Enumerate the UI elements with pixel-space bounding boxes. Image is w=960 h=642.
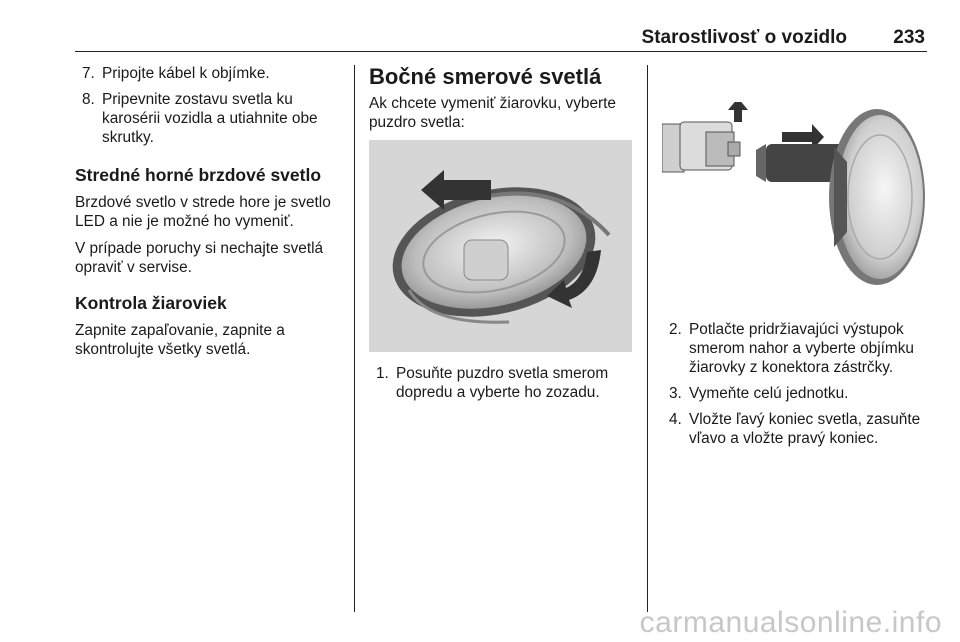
bulb-socket-drawing	[662, 102, 930, 298]
step-2	[662, 320, 930, 377]
step-7	[75, 64, 345, 83]
step-text: Posuňte puzdro svetla smerom dopredu a vyberte ho zozadu.	[396, 365, 609, 401]
column-divider-2	[647, 65, 648, 612]
paragraph: Brzdové svetlo v strede hore je svetlo LED a nie je možné ho vymeniť.	[75, 194, 331, 230]
heading-brake-light: Stredné horné brzdové svetlo	[75, 165, 322, 185]
illustration-bulb-socket	[662, 102, 930, 298]
step-number: 4.	[669, 411, 682, 428]
step-4	[662, 410, 930, 448]
step-number: 8.	[82, 91, 95, 108]
header-rule	[75, 51, 927, 52]
step-3	[662, 384, 930, 403]
step-text: Pripojte kábel k objímke.	[102, 65, 270, 82]
step-text: Pripevnite zostavu svetla ku karosérii vozidla a utiahnite obe skrutky.	[102, 91, 318, 146]
page-number: 233	[893, 27, 925, 48]
section-title: Starostlivosť o vozidlo	[641, 27, 847, 48]
step-1	[369, 364, 637, 402]
watermark: carmanualsonline.info	[639, 606, 942, 639]
step-text: Vložte ľavý koniec svetla, zasuňte vľavo a vložte pravý koniec.	[689, 411, 921, 447]
step-number: 1.	[376, 365, 389, 382]
step-text: Potlačte pridržiavajúci výstupok smerom nahor a vyberte objímku žiarovky z konektora zástrčky.	[689, 321, 914, 376]
intro-paragraph: Ak chcete vymeniť žiarovku, vyberte puzdro svetla:	[369, 95, 616, 131]
step-number: 3.	[669, 385, 682, 402]
column-1	[75, 64, 345, 367]
heading-side-indicators: Bočné smerové svetlá	[369, 64, 602, 89]
paragraph: Zapnite zapaľovanie, zapnite a skontrolujte všetky svetlá.	[75, 322, 285, 358]
step-8	[75, 90, 345, 147]
page-header	[75, 27, 927, 51]
step-number: 2.	[669, 321, 682, 338]
illustration-light-housing	[369, 140, 632, 352]
paragraph: V prípade poruchy si nechajte svetlá opraviť v servise.	[75, 240, 324, 276]
steps-list-3	[662, 320, 930, 448]
column-2	[369, 64, 637, 409]
step-number: 7.	[82, 65, 95, 82]
steps-list-2	[369, 364, 637, 402]
heading-bulb-check: Kontrola žiaroviek	[75, 293, 227, 313]
step-text: Vymeňte celú jednotku.	[689, 385, 849, 402]
steps-list-continued	[75, 64, 345, 147]
column-divider-1	[354, 65, 355, 612]
column-3	[662, 64, 930, 455]
light-housing-drawing	[369, 140, 632, 352]
